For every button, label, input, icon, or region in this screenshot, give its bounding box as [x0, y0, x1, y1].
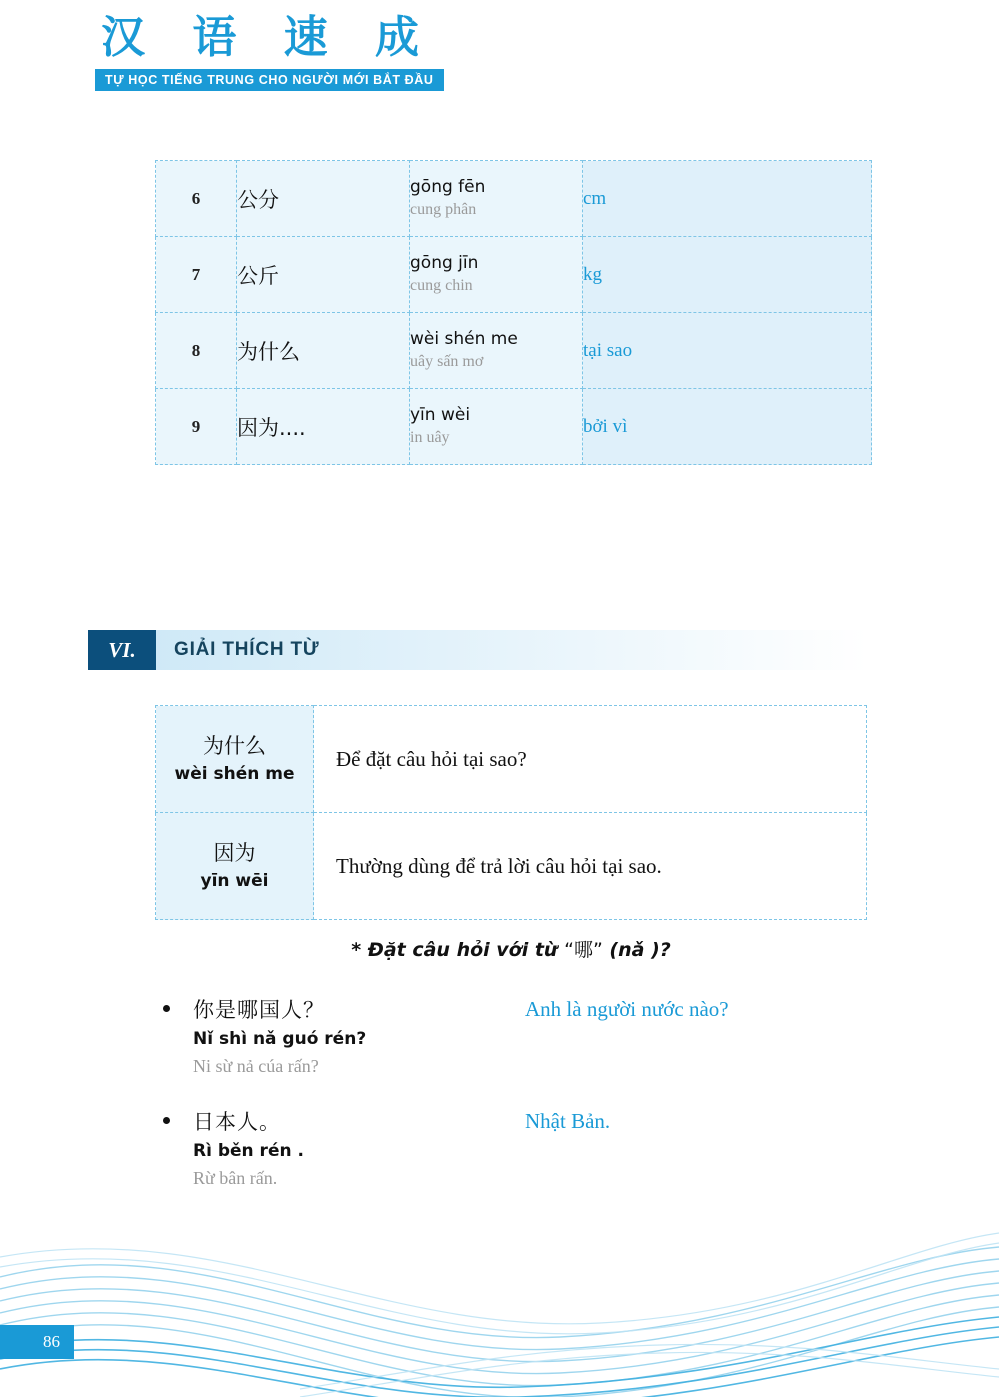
row-hanzi: 公斤 [237, 237, 410, 313]
row-viet-reading: cung phân [410, 201, 477, 219]
row-number: 8 [156, 313, 237, 389]
example-viet-reading: Ni sừ nả cúa rấn? [193, 1056, 319, 1077]
explain-definition: Thường dùng để trả lời câu hỏi tại sao. [314, 813, 867, 920]
vocabulary-table [155, 160, 872, 465]
explain-pinyin: yīn wēi [200, 870, 269, 891]
section-number: VI. [88, 630, 156, 670]
note-chinese-word: 哪 [573, 939, 593, 961]
bullet-icon [163, 1117, 170, 1124]
bullet-icon [163, 1005, 170, 1012]
row-hanzi: 为什么 [237, 313, 410, 389]
footer-decoration [0, 1217, 999, 1397]
row-hanzi: 因为.... [237, 389, 410, 465]
row-meaning: tại sao [583, 313, 872, 389]
book-header [95, 12, 515, 91]
explanation-table [155, 705, 867, 920]
table-row [156, 813, 867, 920]
explain-definition: Để đặt câu hỏi tại sao? [314, 706, 867, 813]
section-title: GIẢI THÍCH TỪ [156, 630, 868, 670]
example-translation: Nhật Bản. [525, 1109, 611, 1133]
row-meaning: cm [583, 161, 872, 237]
table-row [156, 389, 872, 465]
row-pronunciation [410, 161, 583, 237]
list-item [155, 995, 915, 1085]
row-number: 7 [156, 237, 237, 313]
page-number: 86 [0, 1325, 74, 1359]
explain-word [156, 813, 314, 920]
row-hanzi: 公分 [237, 161, 410, 237]
row-pronunciation [410, 237, 583, 313]
example-viet-reading: Rừ bân rấn. [193, 1168, 278, 1189]
note-prefix: * Đặt câu hỏi với từ [351, 939, 558, 961]
table-row [156, 313, 872, 389]
row-pinyin: gōng fēn [410, 177, 486, 198]
example-pinyin: Nǐ shì nǎ guó rén? [193, 1029, 367, 1050]
row-viet-reading: cung chin [410, 277, 473, 295]
row-viet-reading: in uây [410, 429, 450, 447]
row-pronunciation [410, 389, 583, 465]
wave-graphic [0, 1217, 999, 1397]
page-subtitle: TỰ HỌC TIẾNG TRUNG CHO NGƯỜI MỚI BẮT ĐẦU [95, 69, 444, 91]
row-number: 6 [156, 161, 237, 237]
row-number: 9 [156, 389, 237, 465]
table-row [156, 706, 867, 813]
row-meaning: kg [583, 237, 872, 313]
example-source [193, 995, 523, 1079]
row-meaning: bởi vì [583, 389, 872, 465]
explain-word [156, 706, 314, 813]
row-pronunciation [410, 313, 583, 389]
explain-hanzi: 因为 [213, 841, 256, 866]
note-quote-close: ” [592, 939, 603, 961]
row-viet-reading: uây sấn mơ [410, 353, 484, 371]
note-suffix: (nǎ )? [609, 939, 671, 961]
example-hanzi: 日本人。 [193, 1110, 281, 1134]
note-line [155, 935, 867, 962]
page-title: 汉 语 速 成 [101, 12, 435, 63]
explain-hanzi: 为什么 [203, 734, 266, 759]
explain-pinyin: wèi shén me [174, 763, 295, 784]
example-hanzi: 你是哪国人？ [193, 998, 325, 1022]
table-row [156, 161, 872, 237]
examples-list [155, 995, 915, 1219]
row-pinyin: wèi shén me [410, 329, 518, 350]
section-heading [88, 630, 868, 670]
example-source [193, 1107, 523, 1191]
example-pinyin: Rì běn rén . [193, 1141, 304, 1162]
note-quote-open: “ [564, 939, 574, 961]
row-pinyin: yīn wèi [410, 405, 471, 426]
row-pinyin: gōng jīn [410, 253, 479, 274]
example-translation: Anh là người nước nào? [525, 997, 729, 1021]
table-row [156, 237, 872, 313]
list-item [155, 1107, 915, 1197]
